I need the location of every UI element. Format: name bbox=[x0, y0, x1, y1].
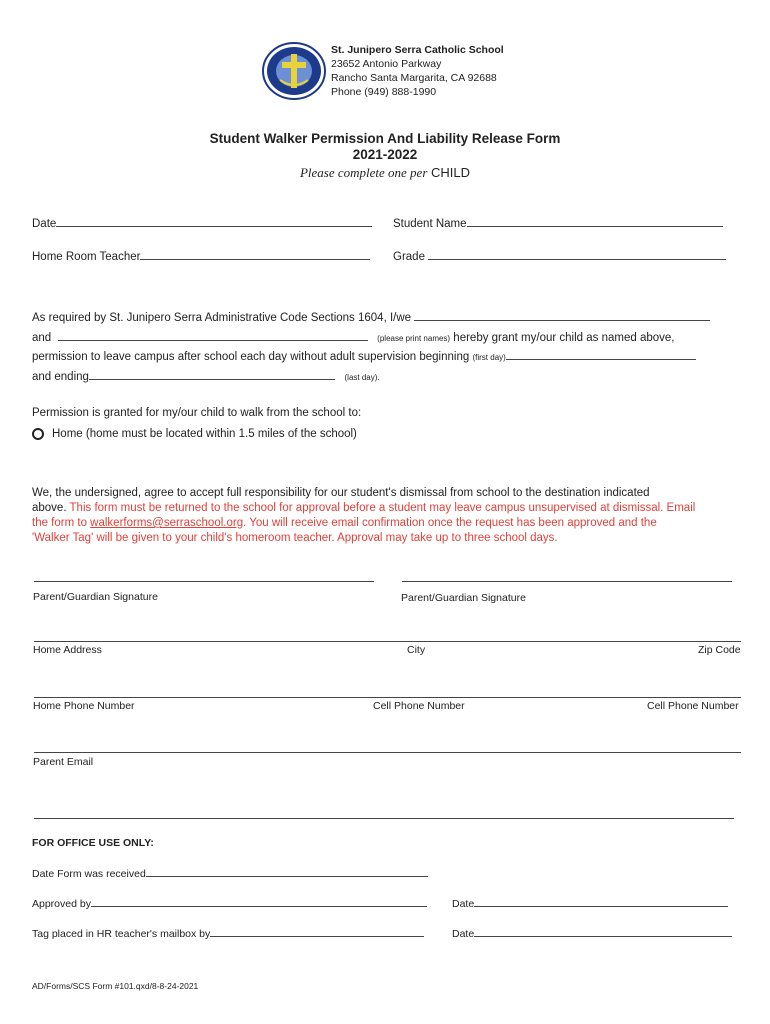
walker-forms-email-link[interactable]: walkerforms@serraschool.org bbox=[90, 517, 244, 529]
tag-label: Tag placed in HR teacher's mailbox by bbox=[32, 928, 211, 940]
subtitle-plain: CHILD bbox=[431, 165, 471, 180]
permission-intro: Permission is granted for my/our child to walk from the school to: bbox=[32, 407, 362, 419]
date-label-2: Date bbox=[452, 928, 475, 940]
home-room-teacher-label: Home Room Teacher bbox=[32, 251, 141, 263]
form-year: 2021-2022 bbox=[352, 147, 418, 162]
first-day-input[interactable] bbox=[506, 349, 696, 360]
liability-red-3: . You will receive email confirmation once the request has been approved and the bbox=[243, 517, 657, 529]
school-phone: Phone (949) 888-1990 bbox=[331, 86, 437, 98]
sig-label-2: Parent/Guardian Signature bbox=[401, 592, 526, 604]
liability-above: above. bbox=[32, 502, 67, 514]
home-phone-label: Home Phone Number bbox=[33, 700, 135, 712]
home-address-label: Home Address bbox=[33, 644, 102, 656]
address-line[interactable] bbox=[34, 641, 741, 642]
liability-line-2 bbox=[32, 501, 695, 516]
divider bbox=[34, 818, 734, 819]
permission-option[interactable] bbox=[32, 428, 357, 440]
date-field[interactable] bbox=[32, 216, 372, 230]
guardian-names-input-2[interactable] bbox=[58, 330, 368, 341]
date-label: Date bbox=[32, 218, 57, 230]
form-title: Student Walker Permission And Liability Release Form bbox=[209, 131, 561, 146]
school-address-1: 23652 Antonio Parkway bbox=[331, 58, 442, 70]
email-line[interactable] bbox=[34, 752, 741, 753]
radio-circle-icon[interactable] bbox=[32, 428, 44, 440]
school-address-2: Rancho Santa Margarita, CA 92688 bbox=[331, 72, 497, 84]
first-day-note: (first day) bbox=[472, 353, 506, 362]
liability-line-4: 'Walker Tag' will be given to your child's homeroom teacher. Approval may take up to three school days. bbox=[32, 532, 558, 544]
statement-grant: hereby grant my/our child as named above, bbox=[453, 332, 675, 344]
city-label: City bbox=[407, 644, 426, 656]
liability-line-3 bbox=[32, 516, 657, 531]
student-name-label: Student Name bbox=[393, 218, 467, 230]
liability-line-1: We, the undersigned, agree to accept full responsibility for our student's dismissal from school to the destination indicated bbox=[32, 487, 650, 499]
statement-line-4 bbox=[32, 369, 380, 383]
statement-line-2 bbox=[32, 330, 674, 344]
approved-field[interactable] bbox=[32, 896, 427, 910]
signature-line-2[interactable] bbox=[402, 581, 732, 582]
phone-line[interactable] bbox=[34, 697, 741, 698]
date-field-1[interactable] bbox=[452, 896, 728, 910]
statement-text-3: permission to leave campus after school each day without adult supervision beginning bbox=[32, 351, 470, 363]
statement-and: and bbox=[32, 332, 52, 344]
zip-label: Zip Code bbox=[698, 644, 741, 656]
office-heading: FOR OFFICE USE ONLY: bbox=[32, 837, 154, 849]
cell-phone-label-2: Cell Phone Number bbox=[647, 700, 739, 712]
tag-field[interactable] bbox=[32, 926, 424, 940]
statement-line-1 bbox=[32, 310, 710, 324]
parent-email-label: Parent Email bbox=[33, 756, 94, 768]
school-seal-icon bbox=[262, 42, 326, 100]
approved-label: Approved by bbox=[32, 898, 91, 910]
sig-label-1: Parent/Guardian Signature bbox=[33, 591, 158, 603]
grade-field[interactable] bbox=[393, 249, 726, 263]
guardian-names-input-1[interactable] bbox=[414, 310, 710, 321]
received-field[interactable] bbox=[32, 866, 428, 880]
signature-line-1[interactable] bbox=[34, 581, 374, 582]
print-names-note: (please print names) bbox=[377, 334, 451, 343]
subtitle-italic: Please complete one per bbox=[299, 165, 428, 180]
form-subtitle bbox=[0, 165, 770, 181]
date-label-1: Date bbox=[452, 898, 475, 910]
date-field-2[interactable] bbox=[452, 926, 732, 940]
permission-option-label: Home (home must be located within 1.5 miles of the school) bbox=[52, 428, 357, 441]
school-name: St. Junipero Serra Catholic School bbox=[331, 44, 504, 56]
liability-red-1: This form must be returned to the school for approval before a student may leave campus unsupervised at dismissal. Email bbox=[69, 502, 696, 514]
home-room-teacher-field[interactable] bbox=[32, 249, 370, 263]
received-label: Date Form was received bbox=[32, 868, 146, 880]
statement-line-3 bbox=[32, 349, 696, 363]
cell-phone-label-1: Cell Phone Number bbox=[373, 700, 465, 712]
statement-ending: and ending bbox=[32, 371, 89, 383]
last-day-input[interactable] bbox=[89, 369, 335, 380]
grade-label: Grade bbox=[393, 251, 425, 263]
student-name-field[interactable] bbox=[393, 216, 723, 230]
footer-code: AD/Forms/SCS Form #101.qxd/8-8-24-2021 bbox=[32, 981, 199, 991]
liability-red-2: the form to bbox=[32, 517, 87, 529]
last-day-note: (last day). bbox=[344, 373, 380, 382]
statement-text-1: As required by St. Junipero Serra Administrative Code Sections 1604, I/we bbox=[32, 312, 412, 324]
